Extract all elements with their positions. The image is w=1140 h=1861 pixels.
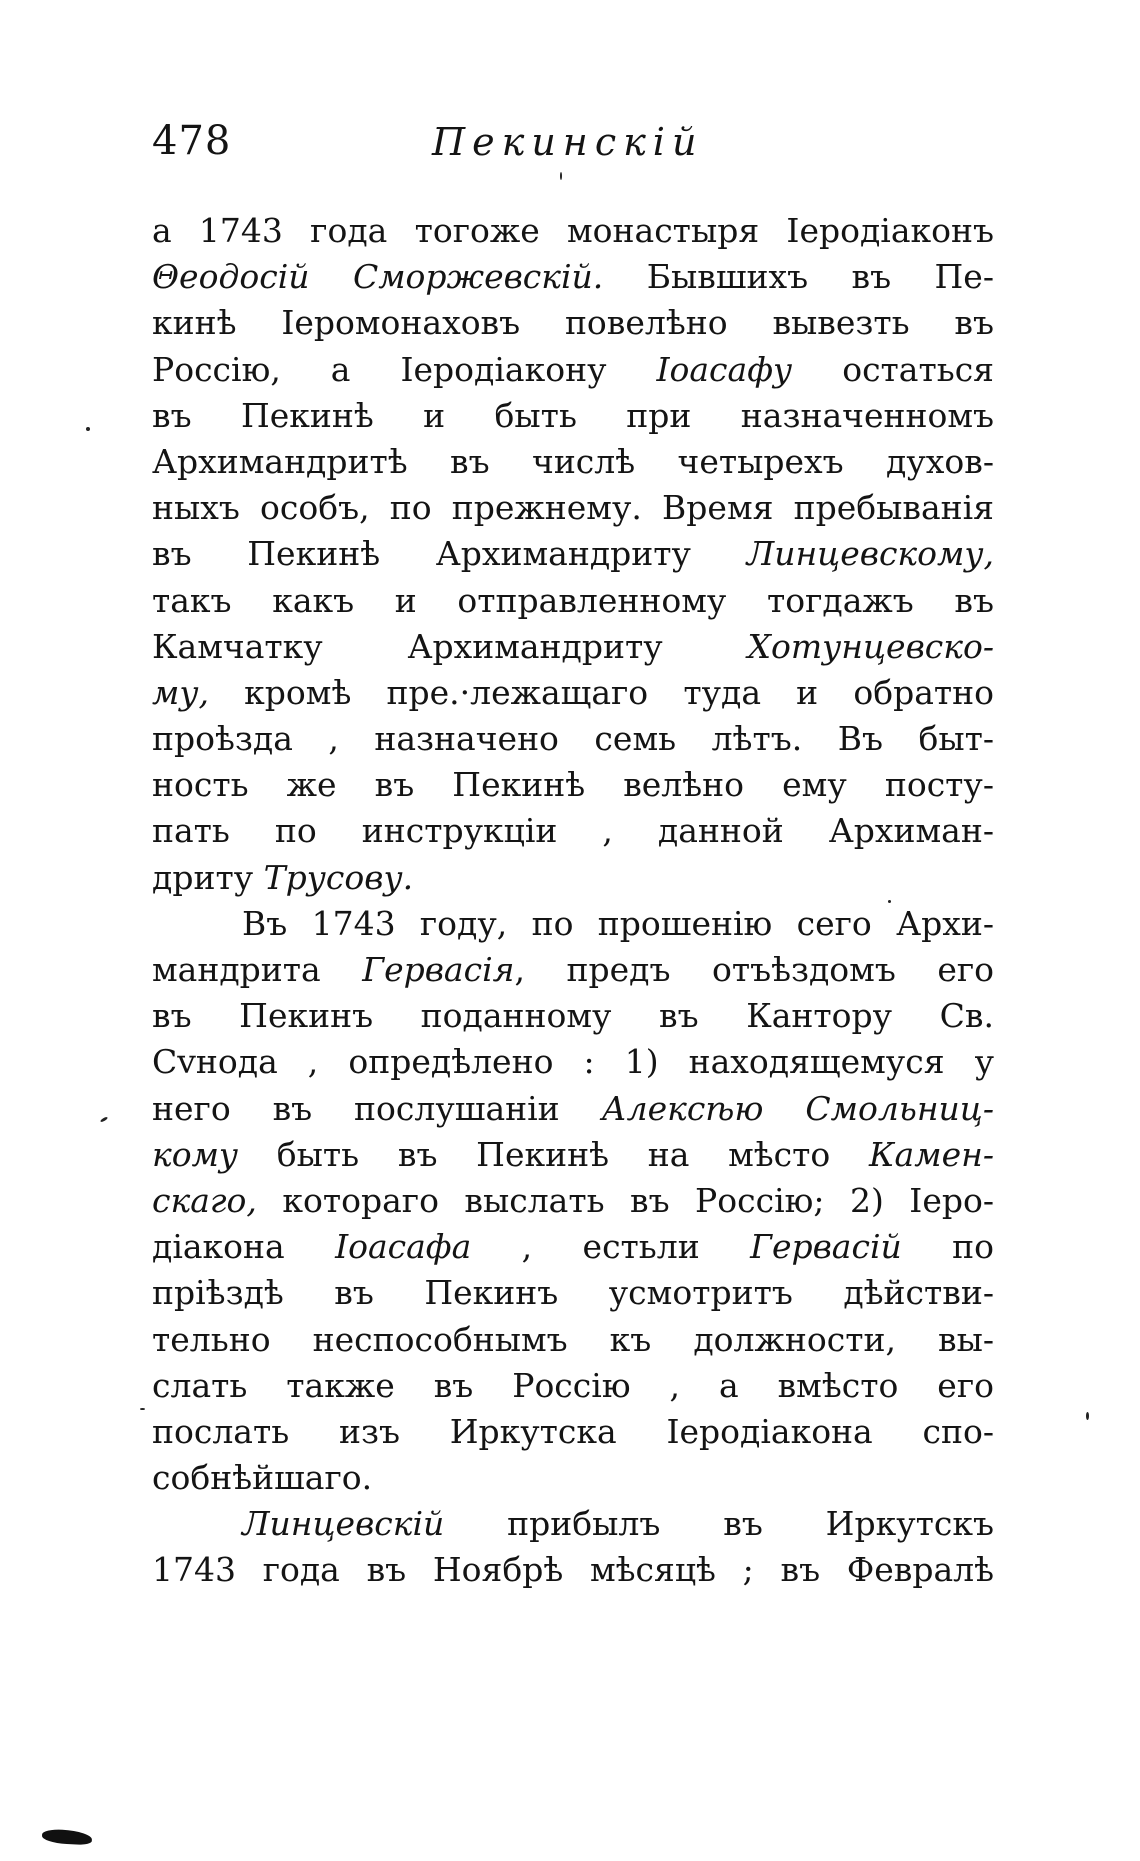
text-line bbox=[152, 670, 994, 716]
italic-name: Гервасія bbox=[362, 950, 515, 989]
italic-name: Алексѣю Смольниц- bbox=[601, 1088, 994, 1128]
italic-name: Гервасій bbox=[750, 1227, 902, 1267]
text-line bbox=[152, 1086, 994, 1132]
text-segment: по bbox=[901, 1227, 994, 1267]
italic-name: Іоасафу bbox=[656, 349, 793, 389]
text-segment: быть въ Пекинѣ на мѣсто bbox=[238, 1134, 869, 1174]
italic-name: Линцевскій bbox=[242, 1504, 445, 1544]
text-segment: Камчатку Архимандриту bbox=[152, 626, 748, 666]
text-line bbox=[152, 1178, 994, 1224]
page-number: 478 bbox=[152, 118, 232, 164]
text-segment: мандрита bbox=[152, 950, 363, 989]
text-segment: діакона bbox=[152, 1227, 336, 1267]
text-segment: кромѣ пре.·лежащаго туда и обратно bbox=[209, 672, 994, 712]
text-segment: въ Пекинѣ Архимандриту bbox=[152, 534, 747, 574]
text-segment: ныхъ особъ, по прежнему. Время пребыванія bbox=[152, 488, 994, 528]
text-segment: 1743 года въ Ноябрѣ мѣсяцѣ ; въ Февралѣ bbox=[152, 1550, 994, 1590]
italic-name: Камен- bbox=[869, 1134, 994, 1174]
print-speck bbox=[888, 900, 891, 903]
text-segment: тельно неспособнымъ къ должности, вы- bbox=[152, 1319, 994, 1359]
text-line bbox=[152, 531, 994, 577]
text-line bbox=[152, 393, 994, 439]
italic-name: кому bbox=[152, 1134, 239, 1174]
text-line bbox=[152, 762, 994, 808]
body-text bbox=[152, 208, 994, 1594]
text-segment: прибылъ въ Иркутскъ bbox=[444, 1504, 994, 1544]
text-segment: Россію, а Іеродіакону bbox=[152, 349, 657, 389]
text-segment: Архимандритѣ въ числѣ четырехъ духов- bbox=[152, 441, 994, 481]
text-segment: котораго выслать въ Россію; 2) Іеро- bbox=[256, 1180, 994, 1220]
text-line bbox=[152, 300, 994, 346]
text-line bbox=[152, 808, 994, 854]
italic-name: Трусову. bbox=[263, 857, 414, 897]
text-segment: кинѣ Іеромонаховъ повелѣно вывезть въ bbox=[152, 303, 994, 343]
print-speck bbox=[1086, 1412, 1089, 1420]
text-segment: послать изъ Иркутска Іеродіакона спо- bbox=[152, 1411, 994, 1451]
text-line bbox=[152, 901, 994, 947]
running-head: Пекинскій bbox=[432, 120, 704, 164]
text-segment: а 1743 года тогоже монастыря Іеродіаконъ bbox=[152, 211, 994, 250]
print-speck bbox=[560, 172, 562, 180]
text-segment: ность же въ Пекинѣ велѣно ему посту- bbox=[152, 765, 994, 805]
print-speck bbox=[140, 1408, 145, 1410]
text-segment: , предъ отъѣздомъ его bbox=[514, 950, 994, 989]
text-line bbox=[152, 1363, 994, 1409]
text-line bbox=[152, 624, 994, 670]
text-segment: пріѣздѣ въ Пекинъ усмотритъ дѣйстви- bbox=[152, 1273, 994, 1313]
scan-smudge bbox=[42, 1829, 93, 1846]
text-segment: Сvнода , опредѣлено : 1) находящемуся у bbox=[152, 1042, 994, 1082]
text-segment: собнѣйшаго. bbox=[152, 1458, 373, 1498]
text-segment: пать по инструкціи , данной Архиман- bbox=[152, 811, 994, 851]
text-line bbox=[152, 1501, 994, 1547]
text-segment: Въ 1743 году, по прошенію сего Архи- bbox=[242, 903, 994, 943]
page-header bbox=[152, 118, 992, 178]
text-segment: проѣзда , назначено семь лѣтъ. Въ быт- bbox=[152, 719, 994, 759]
text-line bbox=[152, 1547, 994, 1593]
text-line bbox=[152, 947, 994, 993]
text-line bbox=[152, 1039, 994, 1085]
print-speck bbox=[86, 427, 90, 431]
text-line bbox=[152, 439, 994, 485]
text-line bbox=[152, 1270, 994, 1316]
italic-name: Линцевскому, bbox=[746, 534, 994, 574]
text-line bbox=[152, 855, 994, 901]
text-line bbox=[152, 993, 994, 1039]
text-line bbox=[152, 1132, 994, 1178]
text-line bbox=[152, 716, 994, 762]
text-line bbox=[152, 208, 994, 254]
italic-name: Θеодосій Сморжевскій. bbox=[152, 257, 604, 297]
text-segment: дриту bbox=[152, 857, 264, 897]
text-line bbox=[152, 1224, 994, 1270]
text-line bbox=[152, 347, 994, 393]
italic-name: Хотунцевско- bbox=[747, 626, 994, 666]
text-segment: въ Пекинъ поданному въ Кантору Св. bbox=[152, 996, 994, 1036]
text-segment: такъ какъ и отправленному тогдажъ въ bbox=[152, 580, 994, 620]
italic-name: му, bbox=[152, 672, 209, 712]
text-segment: остаться bbox=[792, 349, 994, 389]
text-line bbox=[152, 1409, 994, 1455]
text-line bbox=[152, 1317, 994, 1363]
text-line bbox=[152, 485, 994, 531]
text-line bbox=[152, 1455, 994, 1501]
text-line bbox=[152, 578, 994, 624]
text-segment: , естьли bbox=[471, 1227, 751, 1267]
italic-name: скаго, bbox=[152, 1180, 257, 1220]
text-segment: въ Пекинѣ и быть при назначенномъ bbox=[152, 395, 994, 435]
print-speck bbox=[100, 1116, 108, 1123]
text-segment: него въ послушаніи bbox=[152, 1088, 602, 1128]
text-segment: слать также въ Россію , а вмѣсто его bbox=[152, 1365, 994, 1405]
text-line bbox=[152, 254, 994, 300]
text-segment: Бывшихъ въ Пе- bbox=[603, 257, 994, 297]
italic-name: Іоасафа bbox=[335, 1227, 472, 1267]
